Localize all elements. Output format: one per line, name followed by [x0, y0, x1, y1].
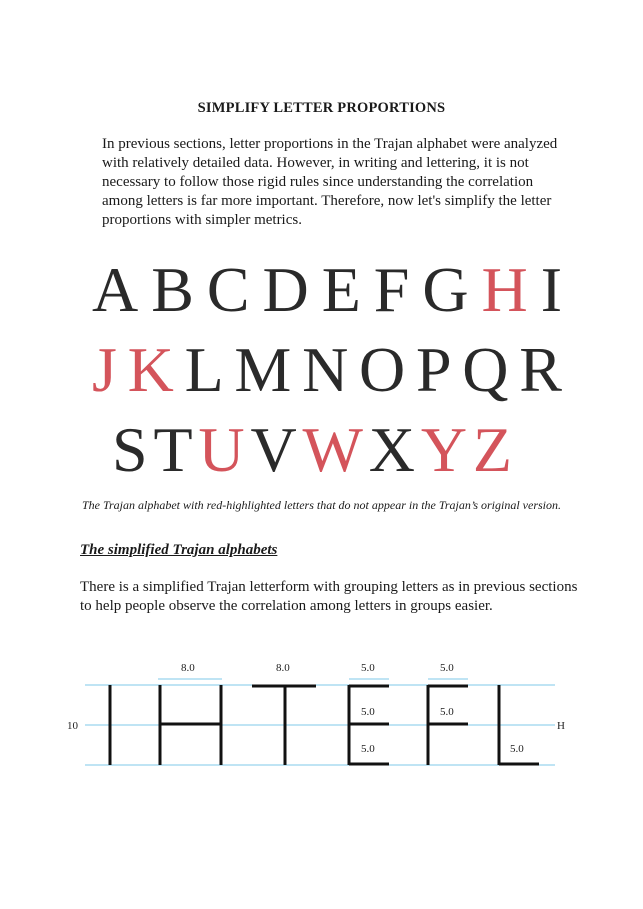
alphabet-letter-m: M: [234, 334, 292, 405]
t-width-label: 8.0: [276, 662, 290, 674]
e-bottom-label: 5.0: [361, 743, 375, 755]
e-mid-label: 5.0: [361, 706, 375, 718]
e-top-label: 5.0: [361, 662, 375, 674]
alphabet-row-2: [92, 334, 562, 405]
alphabet-letter-q: Q: [462, 334, 509, 405]
alphabet-letter-a: A: [92, 254, 139, 325]
section-paragraph: There is a simplified Trajan letterform with grouping letters as in previous sections to help people observe the correlation among letters in groups easier.: [80, 579, 578, 614]
alphabet-letter-j: J: [92, 334, 117, 405]
alphabet-row-3: [112, 414, 512, 485]
alphabet-letter-g: G: [422, 254, 469, 325]
f-top-label: 5.0: [440, 662, 454, 674]
alphabet-letter-p: P: [415, 334, 452, 405]
intro-paragraph: In previous sections, letter proportions in the Trajan alphabet were analyzed with relatively detailed data. However, in writing and lettering, it is not necessary to follow those rigid rules since understanding the correlation among letters is far more important. Therefore, now let's simplify the letter proportions with simpler metrics.: [102, 136, 558, 228]
alphabet-letter-k: K: [127, 334, 174, 405]
letter-e-diagram: [349, 662, 389, 765]
alphabet-letter-i: I: [540, 254, 562, 325]
alphabet-letter-b: B: [151, 254, 194, 325]
alphabet-letter-h: H: [481, 254, 528, 325]
l-bottom-label: 5.0: [510, 743, 524, 755]
height-symbol: H: [557, 720, 565, 732]
alphabet-letter-r: R: [519, 334, 562, 405]
alphabet-letter-v: V: [250, 414, 297, 485]
alphabet-letter-e: E: [321, 254, 361, 325]
alphabet-letter-l: L: [184, 334, 224, 405]
alphabet-letter-t: T: [153, 414, 193, 485]
letter-h-diagram: [158, 662, 222, 765]
section-subheading: The simplified Trajan alphabets: [80, 542, 278, 558]
alphabet-letter-x: X: [368, 414, 415, 485]
letter-proportion-diagram: [0, 640, 643, 790]
alphabet-letter-z: Z: [472, 414, 512, 485]
alphabet-letter-d: D: [262, 254, 309, 325]
h-width-label: 8.0: [181, 662, 195, 674]
page-title: SIMPLIFY LETTER PROPORTIONS: [197, 100, 446, 116]
alphabet-letter-n: N: [302, 334, 349, 405]
alphabet-letter-f: F: [373, 254, 410, 325]
letter-f-diagram: [428, 662, 468, 765]
alphabet-letter-o: O: [359, 334, 406, 405]
letter-t-diagram: [252, 662, 316, 765]
alphabet-letter-y: Y: [420, 414, 468, 485]
alphabet-letter-s: S: [112, 414, 148, 485]
alphabet-letter-u: U: [198, 414, 245, 485]
alphabet-caption: The Trajan alphabet with red-highlighted letters that do not appear in the Trajan’s original version.: [81, 498, 561, 512]
f-mid-label: 5.0: [440, 706, 454, 718]
alphabet-row-1: [92, 254, 562, 325]
alphabet-letter-c: C: [206, 254, 250, 325]
alphabet-letter-w: W: [302, 414, 363, 485]
height-label: 10: [67, 720, 78, 732]
